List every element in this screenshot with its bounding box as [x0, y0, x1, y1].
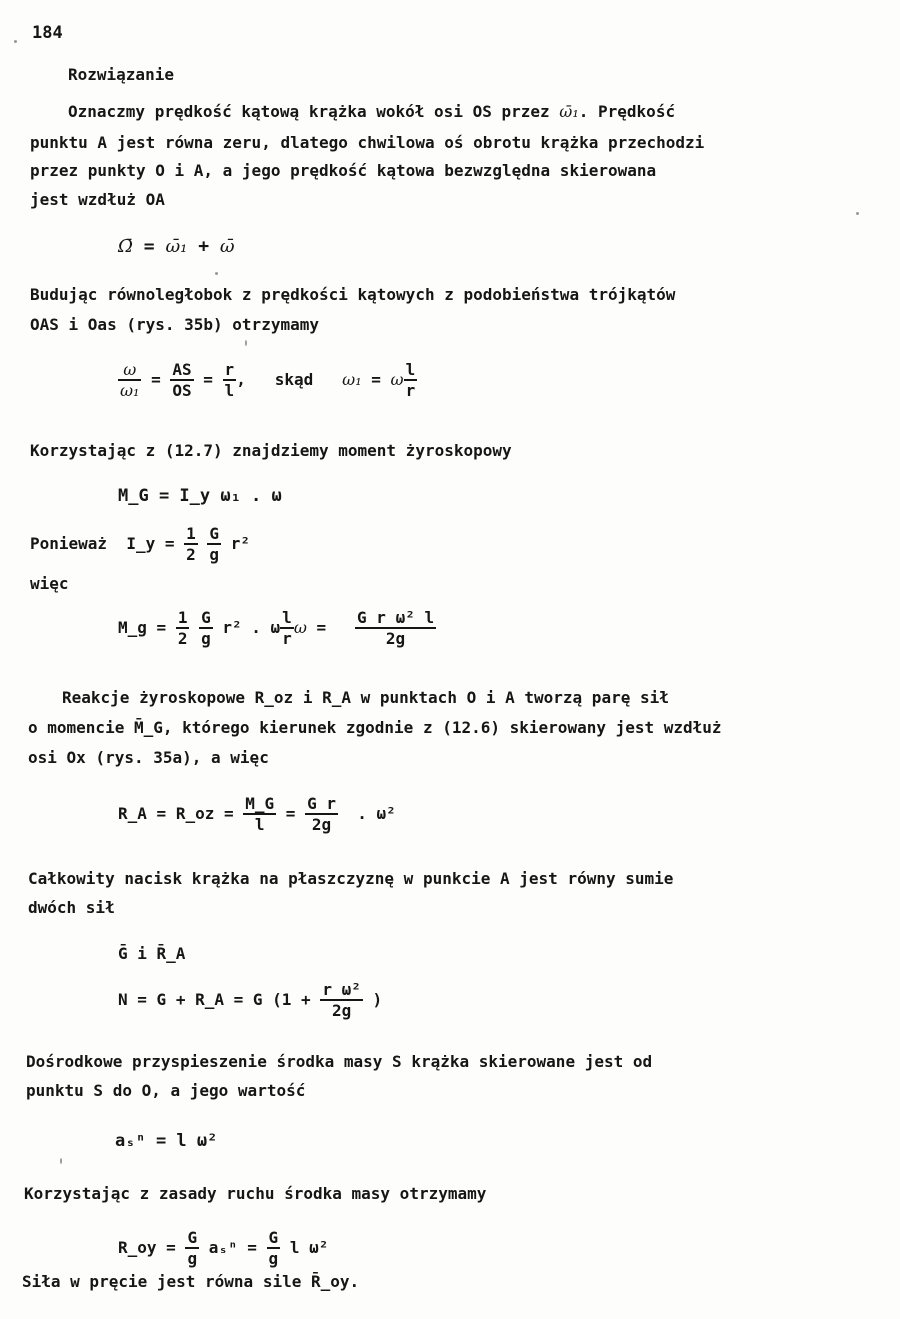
scan-speck [215, 272, 218, 275]
paragraph-2-line-1: Budując równoległobok z prędkości kątowych z podobieństwa trójkątów [30, 285, 676, 304]
equation-omega-sum: Ω̄ = ω̄₁ + ω̄ [118, 236, 235, 257]
therefore-word: więc [30, 574, 69, 593]
paragraph-6-line-1: Dośrodkowe przyspieszenie środka masy S krążka skierowane jest od [26, 1052, 653, 1071]
paragraph-2-line-2: OAS i Oas (rys. 35b) otrzymamy [30, 315, 319, 334]
paragraph-4-line-3: osi Ox (rys. 35a), a więc [28, 748, 269, 767]
paragraph-5-line-2: dwóch sił [28, 898, 115, 917]
paragraph-1-line-4: jest wzdłuż OA [30, 190, 165, 209]
final-sentence: Siła w pręcie jest równa sile R̄_oy. [22, 1272, 360, 1291]
scan-speck [856, 212, 859, 215]
equation-ratio: $\frac{\omega}{\text{ω₁}}$ = $\frac{AS}{OS}$ = $\frac{r}{l}$ , skąd ω₁ = ω $\frac{l}{r}$ [120, 360, 416, 400]
equation-centripetal-acceleration: aₛⁿ = l ω² [115, 1131, 218, 1151]
scan-speck [14, 40, 17, 43]
paragraph-4-line-2: o momencie M̄_G, którego kierunek zgodnie z (12.6) skierowany jest wzdłuż [28, 718, 722, 737]
page-number: 184 [32, 23, 63, 43]
scan-speck [60, 1158, 62, 1164]
equation-forces: Ḡ i R̄_A [118, 944, 186, 963]
equation-gyro-moment: M_G = I_y ω₁ . ω [118, 486, 282, 506]
equation-normal-force: N = G + R_A = G (1 + $\frac{\text{r ω²}}{2g}$ ) [118, 980, 383, 1020]
paragraph-1-line-1: Oznaczmy prędkość kątową krążka wokół osi OS przez ω̄₁. Prędkość [68, 102, 676, 121]
equation-reaction-a: R_A = R_oz = $\frac{M\_G}{l}$ = $\frac{\text{G r}}{2g}$ . ω² [118, 794, 396, 834]
paragraph-5-line-1: Całkowity nacisk krążka na płaszczyznę w punkcie A jest równy sumie [28, 869, 674, 888]
paragraph-7: Korzystając z zasady ruchu środka masy otrzymamy [24, 1184, 487, 1203]
paragraph-6-line-2: punktu S do O, a jego wartość [26, 1081, 306, 1100]
paragraph-4-line-1: Reakcje żyroskopowe R_oz i R_A w punktach O i A tworzą parę sił [62, 688, 669, 707]
since-clause: Ponieważ I_y = $\frac{1}{2}$ $\frac{G}{g}$ r² [30, 524, 250, 564]
equation-gyro-moment-expanded: M_g = $\frac{1}{2}$ $\frac{G}{g}$ r² . ω $\frac{l}{r}$ ω = $\frac{\text{G r ω² l}}{2g}$ [118, 608, 435, 648]
scan-speck [245, 340, 247, 346]
equation-reaction-oy: R_oy = $\frac{G}{g}$ aₛⁿ = $\frac{G}{g}$ l ω² [118, 1228, 329, 1268]
paragraph-3: Korzystając z (12.7) znajdziemy moment żyroskopowy [30, 441, 512, 460]
section-heading: Rozwiązanie [68, 65, 174, 84]
omega1-symbol: ω̄₁ [559, 102, 579, 121]
paragraph-1-line-2: punktu A jest równa zeru, dlatego chwilowa oś obrotu krążka przechodzi [30, 133, 705, 152]
paragraph-1-line-3: przez punkty O i A, a jego prędkość kątowa bezwzględna skierowana [30, 161, 657, 180]
